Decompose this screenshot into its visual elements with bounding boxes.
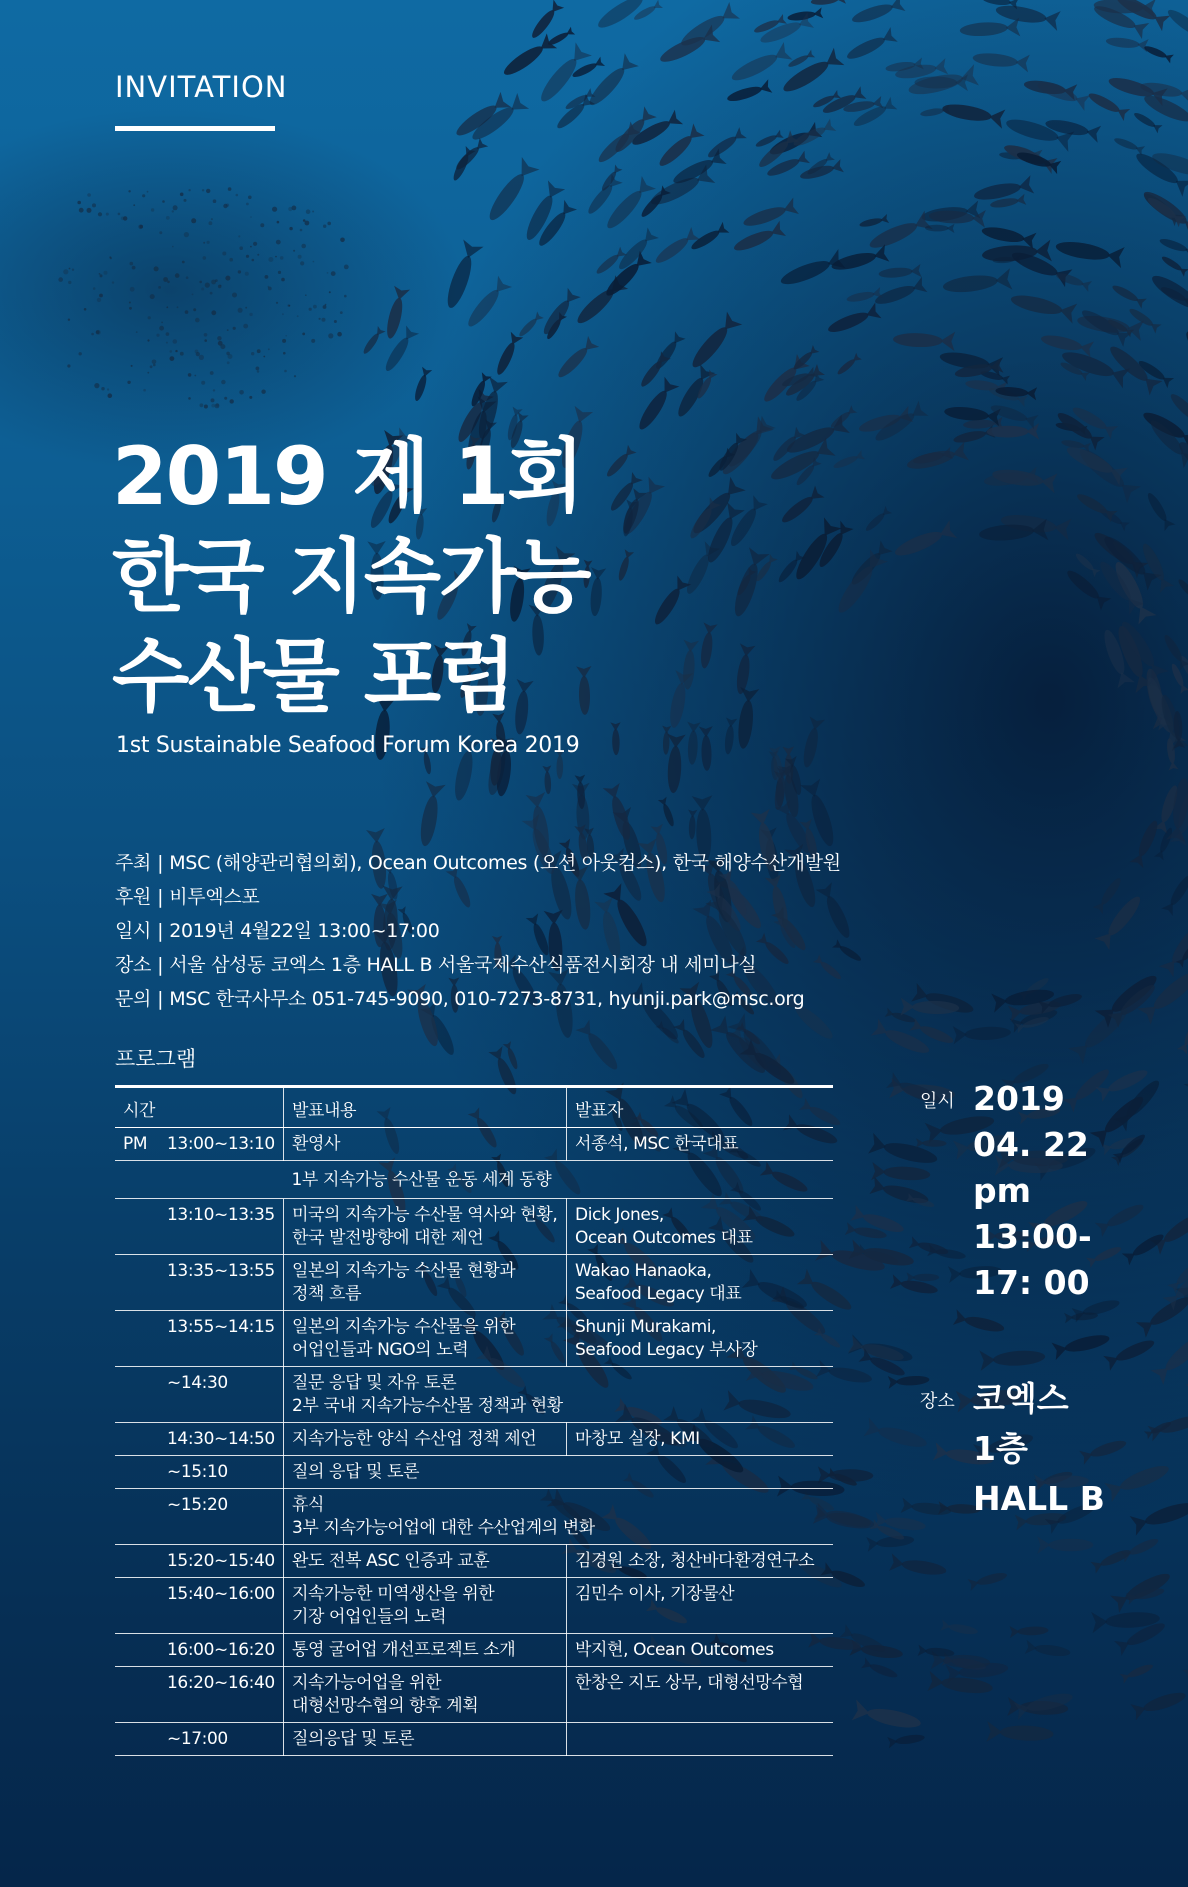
row-speaker: Wakao Hanaoka, [575,1261,712,1281]
row-speaker: 한창은 지도 상무, 대형선망수협 [567,1667,834,1723]
row-content: 질문 응답 및 자유 토론 [292,1373,457,1393]
row-speaker: 서종석, MSC 한국대표 [567,1128,834,1161]
info-date-value: 2019년 4월22일 13:00~17:00 [169,920,440,942]
table-row [115,1128,833,1161]
row-time: ~14:30 [167,1373,228,1393]
row-speaker [567,1723,834,1756]
side-date-line: 13:00- [973,1217,1092,1256]
row-speaker: 김민수 이사, 기장물산 [567,1578,834,1634]
side-venue-line: HALL B [973,1479,1105,1518]
row-content-line2: 한국 발전방향에 대한 제언 [292,1228,484,1248]
row-time: 16:20~16:40 [167,1673,275,1693]
row-content: 완도 전복 ASC 인증과 교훈 [284,1545,567,1578]
table-row [115,1456,833,1489]
info-sponsor-label: 후원 [115,886,152,908]
row-content-line2: 기장 어업인들의 노력 [292,1607,447,1627]
title-line-1: 2019 제 1회 [112,430,583,523]
section-1-title: 1부 지속가능 수산물 운동 세계 동향 [284,1161,834,1199]
info-venue-value: 서울 삼성동 코엑스 1층 HALL B 서울국제수산식품전시회장 내 세미나실 [169,954,757,976]
heading-underline [115,126,275,131]
row-time: ~15:10 [167,1462,228,1482]
row-speaker: Shunji Murakami, [575,1317,717,1337]
row-time: 13:55~14:15 [167,1317,275,1337]
row-time: 16:00~16:20 [167,1640,275,1660]
table-row [115,1723,833,1756]
header-content: 발표내용 [284,1087,567,1128]
title-line-3: 수산물 포럼 [112,630,515,723]
row-content: 휴식 [292,1495,325,1515]
info-host: 주최 | MSC (해양관리협의회), Ocean Outcomes (오션 아웃컴스), 한국 해양수산개발원 [115,852,841,874]
row-content: 질의응답 및 토론 [284,1723,567,1756]
info-contact-value: MSC 한국사무소 051-745-9090, 010-7273-8731, hyunji.park@msc.org [169,988,805,1010]
row-speaker: 마창모 실장, KMI [567,1423,834,1456]
row-content: 지속가능한 미역생산을 위한 [292,1584,495,1604]
row-time: 13:35~13:55 [167,1261,275,1281]
table-row [115,1634,833,1667]
program-table [115,1085,833,1756]
row-content: 지속가능어업을 위한 [292,1673,442,1693]
table-row [115,1578,833,1634]
row-speaker-line2: Seafood Legacy 대표 [575,1284,742,1304]
row-time: 13:00~13:10 [167,1134,275,1154]
row-content: 지속가능한 양식 수산업 정책 제언 [284,1423,567,1456]
header-speaker: 발표자 [567,1087,834,1128]
table-row [115,1545,833,1578]
table-row [115,1367,833,1423]
side-venue-line: 1층 [973,1429,1028,1468]
info-sponsor-value: 비투엑스포 [169,886,260,908]
info-date: 일시 | 2019년 4월22일 13:00~17:00 [115,920,440,942]
info-contact-label: 문의 [115,988,152,1010]
row-content: 환영사 [284,1128,567,1161]
row-speaker: Dick Jones, [575,1205,664,1225]
row-content: 미국의 지속가능 수산물 역사와 현황, [292,1205,558,1225]
side-venue-line: 코엑스 [973,1379,1069,1418]
row-speaker-line2: Seafood Legacy 부사장 [575,1340,758,1360]
info-venue: 장소 | 서울 삼성동 코엑스 1층 HALL B 서울국제수산식품전시회장 내 세미나실 [115,954,757,976]
info-venue-label: 장소 [115,954,152,976]
row-time: 15:20~15:40 [167,1551,275,1571]
info-contact: 문의 | MSC 한국사무소 051-745-9090, 010-7273-8731, hyunji.park@msc.org [115,988,805,1010]
pm-label: PM [123,1134,148,1154]
side-date-line: 04. 22 [973,1125,1089,1164]
row-time: 14:30~14:50 [167,1429,275,1449]
subtitle: 1st Sustainable Seafood Forum Korea 2019 [116,733,580,758]
row-speaker-line2: Ocean Outcomes 대표 [575,1228,753,1248]
row-content-line2: 대형선망수협의 향후 계획 [292,1696,479,1716]
table-row [115,1311,833,1367]
row-time: 15:40~16:00 [167,1584,275,1604]
row-content: 통영 굴어업 개선프로젝트 소개 [284,1634,567,1667]
side-date-label: 일시 [920,1091,955,1112]
row-time: ~15:20 [167,1495,228,1515]
section-2-title: 2부 국내 지속가능수산물 정책과 현황 [292,1396,563,1416]
info-date-label: 일시 [115,920,152,942]
row-content: 일본의 지속가능 수산물 현황과 [292,1261,516,1281]
table-section-row [115,1161,833,1199]
table-header-row [115,1087,833,1128]
header-time: 시간 [115,1087,284,1128]
row-content-line2: 어업인들과 NGO의 노력 [292,1340,469,1360]
row-time: 13:10~13:35 [167,1205,275,1225]
info-host-value: MSC (해양관리협의회), Ocean Outcomes (오션 아웃컴스), 한국 해양수산개발원 [169,852,841,874]
program-heading: 프로그램 [115,1047,197,1071]
table-row [115,1489,833,1545]
row-content: 질의 응답 및 토론 [284,1456,834,1489]
row-speaker: 박지현, Ocean Outcomes [567,1634,834,1667]
row-content-line2: 정책 흐름 [292,1284,362,1304]
side-venue-label: 장소 [920,1391,955,1412]
row-time: ~17:00 [167,1729,228,1749]
info-sponsor: 후원 | 비투엑스포 [115,886,260,908]
section-3-title: 3부 지속가능어업에 대한 수산업계의 변화 [292,1518,595,1538]
row-content: 일본의 지속가능 수산물을 위한 [292,1317,516,1337]
side-date-line: 2019 [973,1079,1065,1118]
table-row [115,1255,833,1311]
row-speaker: 김경원 소장, 청산바다환경연구소 [567,1545,834,1578]
table-row [115,1423,833,1456]
side-date-line: pm [973,1171,1032,1210]
table-row [115,1199,833,1255]
info-host-label: 주최 [115,852,152,874]
table-row [115,1667,833,1723]
side-date-line: 17: 00 [973,1263,1090,1302]
invitation-heading: INVITATION [115,70,288,104]
title-line-2: 한국 지속가능 [112,530,590,623]
